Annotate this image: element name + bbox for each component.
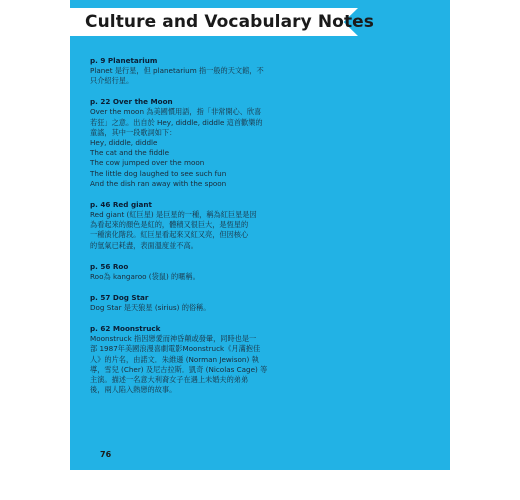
note-text-line: The little dog laughed to see such fun <box>90 168 227 178</box>
note-text-line: 為看起來的顏色是紅的，體積又很巨大，是恆星的 <box>90 220 249 230</box>
note-text-line: 部 1987年美國浪漫喜劇電影Moonstruck《月滿抱佳 <box>90 344 261 354</box>
note-text-line: The cow jumped over the moon <box>90 158 205 168</box>
note-entry <box>90 97 390 189</box>
note-text-line: And the dish ran away with the spoon <box>90 178 227 188</box>
note-entry <box>90 293 390 313</box>
note-text-line: Planet 是行星，但 planetarium 指一般的天文館，不 <box>90 66 264 75</box>
note-entry <box>90 56 390 86</box>
note-text-line: 人》的片名，由諾文．朱維遜 (Norman Jewison) 執 <box>90 354 259 364</box>
page-number: 76 <box>100 450 112 459</box>
note-heading: p. 57 Dog Star <box>90 293 149 303</box>
note-entry <box>90 200 390 251</box>
note-text-line: The cat and the fiddle <box>90 148 170 158</box>
note-text-line: 後，兩人陷入熱戀的故事。 <box>90 385 177 395</box>
note-text-line: 的氫氣已耗盡，表面溫度並不高。 <box>90 240 198 250</box>
note-text-line: Roo為 kangaroo (袋鼠) 的暱稱。 <box>90 271 200 281</box>
note-text-line: Hey, diddle, diddle <box>90 138 158 148</box>
note-text-line: 主演。描述一名意大利裔女子在遇上未婚夫的弟弟 <box>90 375 249 385</box>
note-text-line: 只介紹行星。 <box>90 76 134 86</box>
note-text-line: Moonstruck 指因戀愛而神昏顛或發暈，同時也是一 <box>90 334 257 344</box>
note-heading: p. 62 Moonstruck <box>90 324 161 334</box>
notes-list <box>90 56 390 406</box>
note-text-line: 一種演化階段。紅巨星看起來又紅又亮，但因核心 <box>90 230 249 240</box>
note-heading: p. 56 Roo <box>90 261 129 271</box>
note-text-line: 童謠，其中一段歌詞如下： <box>90 127 177 137</box>
note-heading: p. 9 Planetarium <box>90 56 158 65</box>
note-entry <box>90 324 390 395</box>
note-heading: p. 22 Over the Moon <box>90 97 173 107</box>
note-text-line: Dog Star 是天狼星 (sirius) 的俗稱。 <box>90 303 211 313</box>
note-heading: p. 46 Red giant <box>90 200 152 210</box>
page-title: Culture and Vocabulary Notes <box>85 12 375 32</box>
note-text-line: Over the moon 為美國慣用語，指「非常開心、欣喜 <box>90 107 262 117</box>
note-text-line: 若狂」之意。出自於 Hey, diddle, diddle 這首歡樂的 <box>90 117 263 127</box>
note-text-line: Red giant (紅巨星) 是巨星的一種，稱為紅巨星是因 <box>90 210 257 220</box>
note-entry <box>90 262 390 282</box>
note-text-line: 導，雪兒 (Cher) 及尼古拉斯．凱奇 (Nicolas Cage) 等 <box>90 364 268 374</box>
